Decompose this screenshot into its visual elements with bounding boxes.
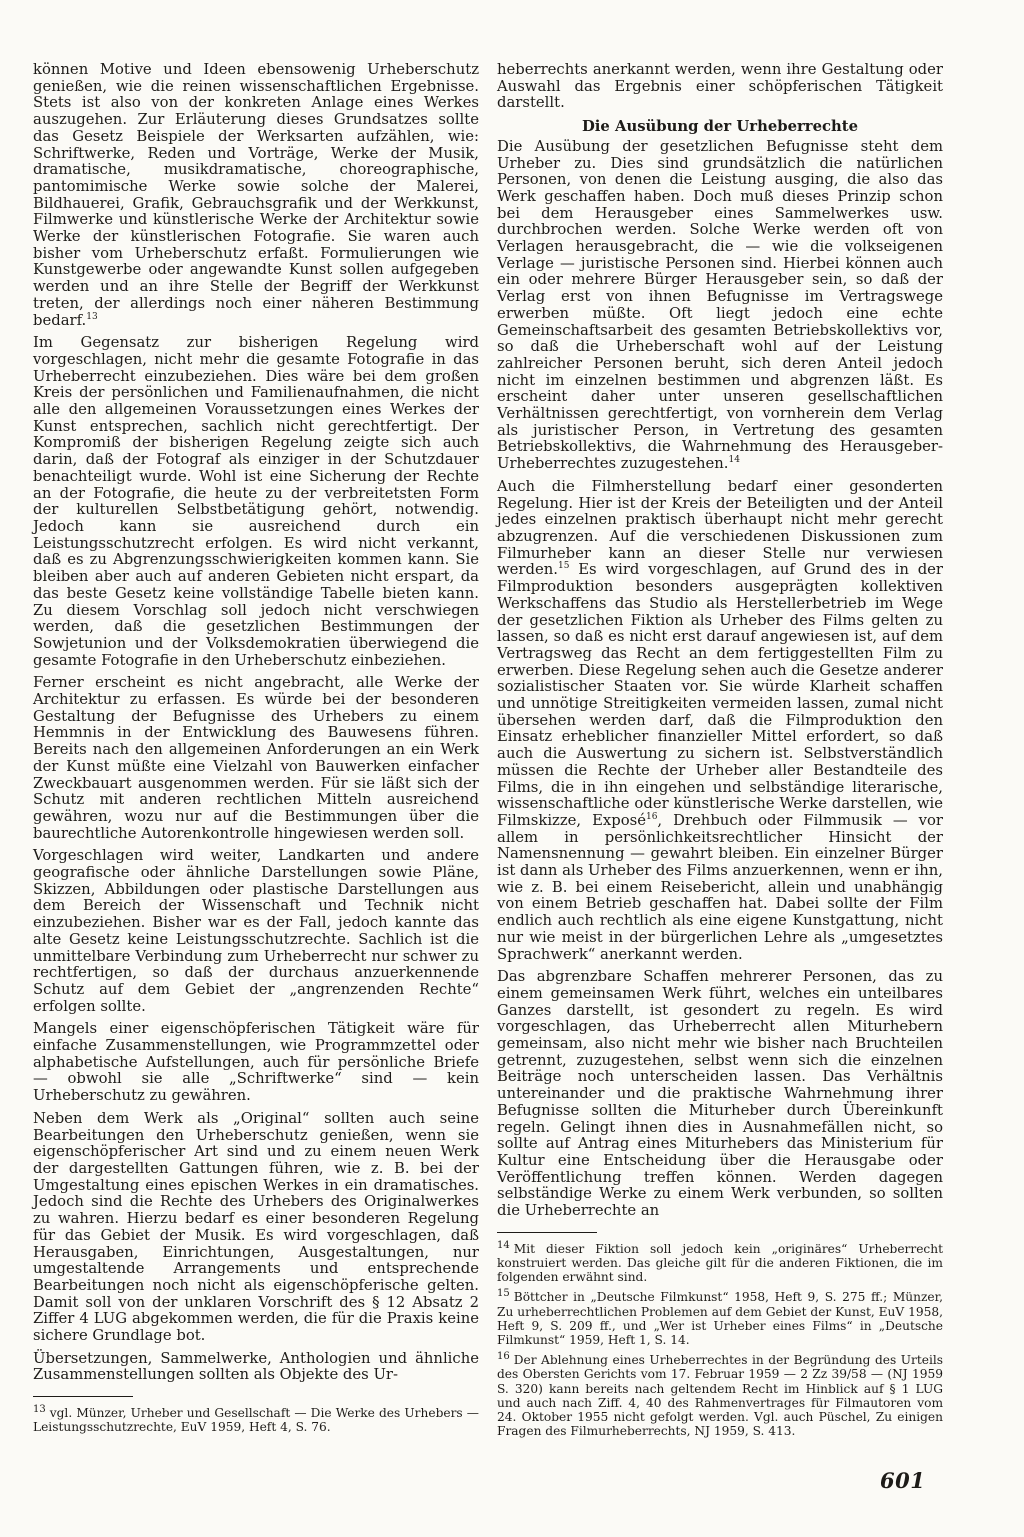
paragraph: Die Ausübung der gesetzlichen Befugnisse steht dem Urheber zu. Dies sind grundsätzlich die natürlichen Personen, von denen die Leistung ausging, die also das Werk geschaffen haben. Doch muß dieses Prinzip schon bei dem Herausgeber eines Sammelwerkes usw. durchbrochen werden. Solche Werke werden oft von Verlagen herausgebracht, die — wie die volkseigenen Verlage — juristische Personen sind. Hierbei können auch ein oder mehrere Bürger Herausgeber sein, so daß der Verlag erst von ihnen Befugnisse im Vertragswege erwerben müßte. Oft liegt jedoch eine echte Gemeinschaftsarbeit des gesamten Betriebskollektivs vor, so daß die Urheberschaft wohl auf der Leistung zahlreicher Personen beruht, sich deren Anteil jedoch nicht im einzelnen bestimmen und abgrenzen läßt. Es erscheint daher unter unseren gesellschaftlichen Verhältnissen gerechtfertigt, von vornherein dem Verlag als juristischer Person, in Vertretung des gesamten Betriebskollektivs, die Wahrnehmung des Herausgeber-Urheberrechtes zuzugestehen.$^{14}$ bbox=[497, 137, 943, 473]
footnote: $^{15}$ Böttcher in „Deutsche Filmkunst“ 1958, Heft 9, S. 275 ff.; Münzer, Zu urheberrechtlichen Problemen auf dem Gebiet der Kunst, EuV 1958, Heft 9, S. 209 ff., und „Wer ist Urheber eines Films“ in „Deutsche Filmkunst“ 1959, Heft 1, S. 14. bbox=[497, 1288, 943, 1348]
paragraph: Auch die Filmherstellung bedarf einer gesonderten Regelung. Hier ist der Kreis der Beteiligten und der Anteil jedes einzelnen praktisch überhaupt nicht mehr gerecht abzugrenzen. Auf die verschiedenen Diskussionen zum Filmurheber kann an dieser Stelle nur verwiesen werden.$^{15}$ Es wird vorgeschlagen, auf Grund des in der Filmproduktion besonders ausgeprägten kollektiven Werkschaffens das Studio als Herstellerbetrieb im Wege der gesetzlichen Fiktion als Urheber des Films gelten zu lassen, so daß es nicht erst darauf angewiesen ist, auf dem Vertragsweg das Recht an dem fertiggestellten Film zu erwerben. Diese Regelung sehen auch die Gesetze anderer sozialistischer Staaten vor. Sie würde Klarheit schaffen und unnötige Streitigkeiten vermeiden lassen, zumal nicht übersehen werden darf, daß die Filmproduktion den Einsatz erheblicher finanzieller Mittel erfordert, so daß auch die Auswertung zu sichern ist. Selbstverständlich müssen die Rechte der Urheber aller Bestandteile des Films, die in ihn eingehen und selbständige literarische, wissenschaftliche oder künstlerische Werke darstellen, wie Filmskizze, Exposé$^{16}$, Drehbuch oder Filmmusik — vor allem in persönlichkeitsrechtlicher Hinsicht der Namensnennung — gewahrt bleiben. Ein einzelner Bürger ist dann als Urheber des Films anzuerkennen, wenn er ihn, wie z. B. bei einem Reisebericht, allein und unabhängig von einem Betrieb geschaffen hat. Dabei sollte der Film endlich auch rechtlich als eine eigene Kunstgattung, nicht nur wie meist in der bürgerlichen Lehre als „umgesetztes Sprachwerk“ anerkannt werden. bbox=[497, 477, 944, 963]
paragraph: Das abgrenzbare Schaffen mehrerer Personen, das zu einem gemeinsamen Werk führt, welches ein unteilbares Ganzes darstellt, ist gesondert zu regeln. Es wird vorgeschlagen, das Urheberrecht allen Miturhebern gemeinsam, also nicht mehr wie bisher nach Bruchteilen getrennt, zuzugestehen, selbst wenn sich die einzelnen Beiträge noch unterscheiden lassen. Das Verhältnis untereinander und die praktische Wahrnehmung ihrer Befugnisse sollten die Miturheber durch Übereinkunft regeln. Gelingt ihnen dies in Ausnahmefällen nicht, so sollte auf Antrag eines Miturhebers das Ministerium für Kultur eine Entscheidung über die Herausgabe oder Veröffentlichung treffen können. Werden dagegen selbständige Werke zu einem Werk verbunden, so sollten die Urheberrechte an bbox=[497, 968, 943, 1220]
footnote-number: 15 bbox=[497, 1288, 510, 1300]
paragraph: heberrechts anerkannt werden, wenn ihre Gestaltung oder Auswahl das Ergebnis einer schöpferischen Tätigkeit darstellt. bbox=[497, 61, 943, 112]
footnote-number: 14 bbox=[497, 1239, 510, 1251]
footnote-ref: 15 bbox=[557, 561, 570, 572]
paragraph: Vorgeschlagen wird weiter, Landkarten und andere geografische oder ähnliche Darstellungen sowie Pläne, Skizzen, Abbildungen oder plastische Darstellungen aus dem Bereich der Wissenschaft und Technik nicht einzubeziehen. Bisher war es der Fall, jedoch kannte das alte Gesetz keine Leistungsschutzrechte. Sachlich ist die unmittelbare Verbindung zum Urheberrecht nur schwer zu rechtfertigen, so daß der durchaus anzuerkennende Schutz auf dem Gebiet der „angrenzenden Rechte“ erfolgen sollte. bbox=[33, 847, 479, 1015]
footnote: $^{14}$ Mit dieser Fiktion soll jedoch kein „originäres“ Urheberrecht konstruiert werden. Das gleiche gilt für die anderen Fiktionen, die im folgenden erwähnt sind. bbox=[497, 1239, 943, 1285]
paragraph: Im Gegensatz zur bisherigen Regelung wird vorgeschlagen, nicht mehr die gesamte Fotografie in das Urheberrecht einzubeziehen. Dies wäre bei dem großen Kreis der persönlichen und Familienaufnahmen, die nicht alle den allgemeinen Voraussetzungen eines Werkes der Kunst entsprechen, sachlich nicht gerechtfertigt. Der Kompromiß der bisherigen Regelung zeigte sich auch darin, daß der Fotograf als einziger in der Schutzdauer benachteiligt wurde. Wohl ist eine Sicherung der Rechte an der Fotografie, die heute zu der verbreitetsten Form der kulturellen Selbstbetätigung gehört, notwendig. Jedoch kann sie ausreichend durch ein Leistungsschutzrecht erfolgen. Es wird nicht verkannt, daß es zu Abgrenzungsschwierigkeiten kommen kann. Sie bleiben aber auch auf anderen Gebieten nicht erspart, da das beste Gesetz keine vollständige Tabelle bieten kann. Zu diesem Vorschlag soll jedoch nicht verschwiegen werden, daß die gesetzlichen Bestimmungen der Sowjetunion und der Volksdemokratien überwiegend die gesamte Fotografie in den Urheberschutz einbeziehen. bbox=[33, 334, 479, 669]
section-heading: Die Ausübung der Urheberrechte bbox=[581, 118, 859, 136]
left-column bbox=[33, 62, 479, 1441]
paragraph: Übersetzungen, Sammelwerke, Anthologien und ähnliche Zusammenstellungen sollten als Objekte des Ur- bbox=[33, 1349, 479, 1384]
footnote-number: 16 bbox=[497, 1351, 510, 1363]
footnote: $^{16}$ Der Ablehnung eines Urheberrechtes in der Begründung des Urteils des Obersten Gerichts vom 17. Februar 1959 — 2 Zz 39/58 — (NJ 1959 S. 320) kann bereits nach geltendem Recht im Hinblick auf § 1 LUG und auch nach Ziff. 4, 40 des Rahmenvertrages für Filmautoren vom 24. Oktober 1955 nicht gefolgt werden. Vgl. auch Püschel, Zu einigen Fragen des Filmurheberrechts, NJ 1959, S. 413. bbox=[497, 1351, 943, 1439]
paragraph: Neben dem Werk als „Original“ sollten auch seine Bearbeitungen den Urheberschutz genießen, wenn sie eigenschöpferischer Art sind und zu einem neuen Werk der dargestellten Gattungen führen, wie z. B. bei der Umgestaltung eines epischen Werkes in ein dramatisches. Jedoch sind die Rechte des Urhebers des Originalwerkes zu wahren. Hierzu bedarf es einer besonderen Regelung für das Gebiet der Musik. Es wird vorgeschlagen, daß Herausgaben, Einrichtungen, Ausgestaltungen, nur umgestaltende Arrangements und entsprechende Bearbeitungen noch nicht als eigenschöpferische gelten. Damit soll von der unklaren Vorschrift des § 12 Absatz 2 Ziffer 4 LUG abgekommen werden, die für die Praxis keine sichere Grundlage bot. bbox=[33, 1109, 479, 1345]
footnote: $^{13}$ vgl. Münzer, Urheber und Gesellschaft — Die Werke des Urhebers — Leistungsschutzrechte, EuV 1959, Heft 4, S. 76. bbox=[33, 1404, 479, 1435]
right-column bbox=[497, 62, 943, 1444]
paragraph: Mangels einer eigenschöpferischen Tätigkeit wäre für einfache Zusammenstellungen, wie Programmzettel oder alphabetische Aufstellungen, auch für persönliche Briefe — obwohl sie alle „Schriftwerke“ sind — kein Urheberschutz zu gewähren. bbox=[33, 1020, 479, 1105]
footnote-ref: 14 bbox=[728, 455, 740, 466]
page-number: 601 bbox=[880, 1468, 926, 1493]
footnote-ref: 13 bbox=[86, 311, 98, 322]
footnote-divider bbox=[497, 1232, 597, 1233]
footnote-ref: 16 bbox=[645, 812, 658, 823]
footnote-number: 13 bbox=[33, 1404, 46, 1416]
paragraph: Ferner erscheint es nicht angebracht, alle Werke der Architektur zu erfassen. Es würde bei der besonderen Gestaltung der Befugnisse des Urhebers zu einem Hemmnis in der Entwicklung des Bauwesens führen. Bereits nach den allgemeinen Anforderungen an ein Werk der Kunst müßte eine Vielzahl von Bauwerken einfacher Zweckbauart ausgenommen werden. Für sie läßt sich der Schutz mit anderen rechtlichen Mitteln ausreichend gewähren, wozu nur auf die Bestimmungen über die baurechtliche Autorenkontrolle hingewiesen werden soll. bbox=[33, 674, 479, 842]
paragraph: können Motive und Ideen ebensowenig Urheberschutz genießen, wie die reinen wissenschaftlichen Ergebnisse. Stets ist also von der konkreten Anlage eines Werkes auszugehen. Zur Erläuterung dieses Grundsatzes sollte das Gesetz Beispiele der Werksarten aufzählen, wie: Schriftwerke, Reden und Vorträge, Werke der Musik, dramatische, musikdramatische, choreographische, pantomimische Werke sowie solche der Malerei, Bildhauerei, Grafik, Gebrauchsgrafik und der Werkkunst, Filmwerke und künstlerische Werke der Architektur sowie Werke der künstlerischen Fotografie. Sie waren auch bisher vom Urheberschutz erfaßt. Formulierungen wie Kunstgewerbe oder angewandte Kunst sollen aufgegeben werden und an ihre Stelle der Begriff der Werkkunst treten, der allerdings noch einer näheren Bestimmung bedarf.$^{13}$ bbox=[33, 61, 479, 329]
footnote-divider bbox=[33, 1396, 133, 1397]
